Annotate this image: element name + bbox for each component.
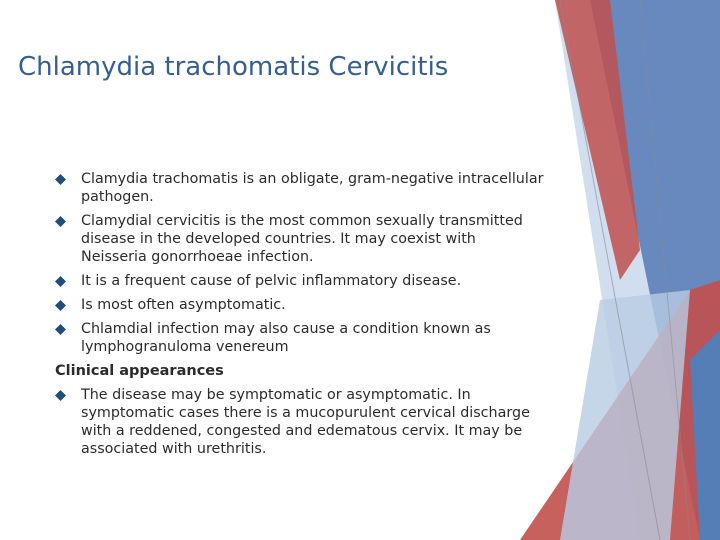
diamond-bullet-icon <box>55 324 66 335</box>
bullet-text: Clamydia trachomatis is an obligate, gram-negative intracellular pathogen. <box>81 171 544 205</box>
bullet-text: Clamydial cervicitis is the most common sexually transmitted disease in the developed countries. It may coexist with Neisseria gonorrhoeae infection. <box>81 213 523 265</box>
slide-content <box>55 170 545 464</box>
bullet-item <box>55 320 545 356</box>
diamond-bullet-icon <box>55 174 66 185</box>
bullet-item <box>55 272 545 290</box>
diamond-bullet-icon <box>55 216 66 227</box>
bullet-text: Chlamdial infection may also cause a condition known as lymphogranuloma venereum <box>81 321 491 355</box>
bullet-item <box>55 212 545 266</box>
diamond-bullet-icon <box>55 276 66 287</box>
bullet-item <box>55 170 545 206</box>
bullet-text: It is a frequent cause of pelvic inflammatory disease. <box>81 273 462 289</box>
bullet-text: Is most often asymptomatic. <box>81 297 286 313</box>
diamond-bullet-icon <box>55 390 66 401</box>
slide-title: Chlamydia trachomatis Cervicitis <box>18 52 449 82</box>
diamond-bullet-icon <box>55 300 66 311</box>
bullet-item <box>55 386 545 458</box>
bullet-item <box>55 296 545 314</box>
subheading-clinical-appearances: Clinical appearances <box>55 363 224 379</box>
bullet-text: The disease may be symptomatic or asymptomatic. In symptomatic cases there is a mucopurulent cervical discharge with a reddened, congested and edematous cervix. It may be associated with urethritis. <box>81 387 530 457</box>
